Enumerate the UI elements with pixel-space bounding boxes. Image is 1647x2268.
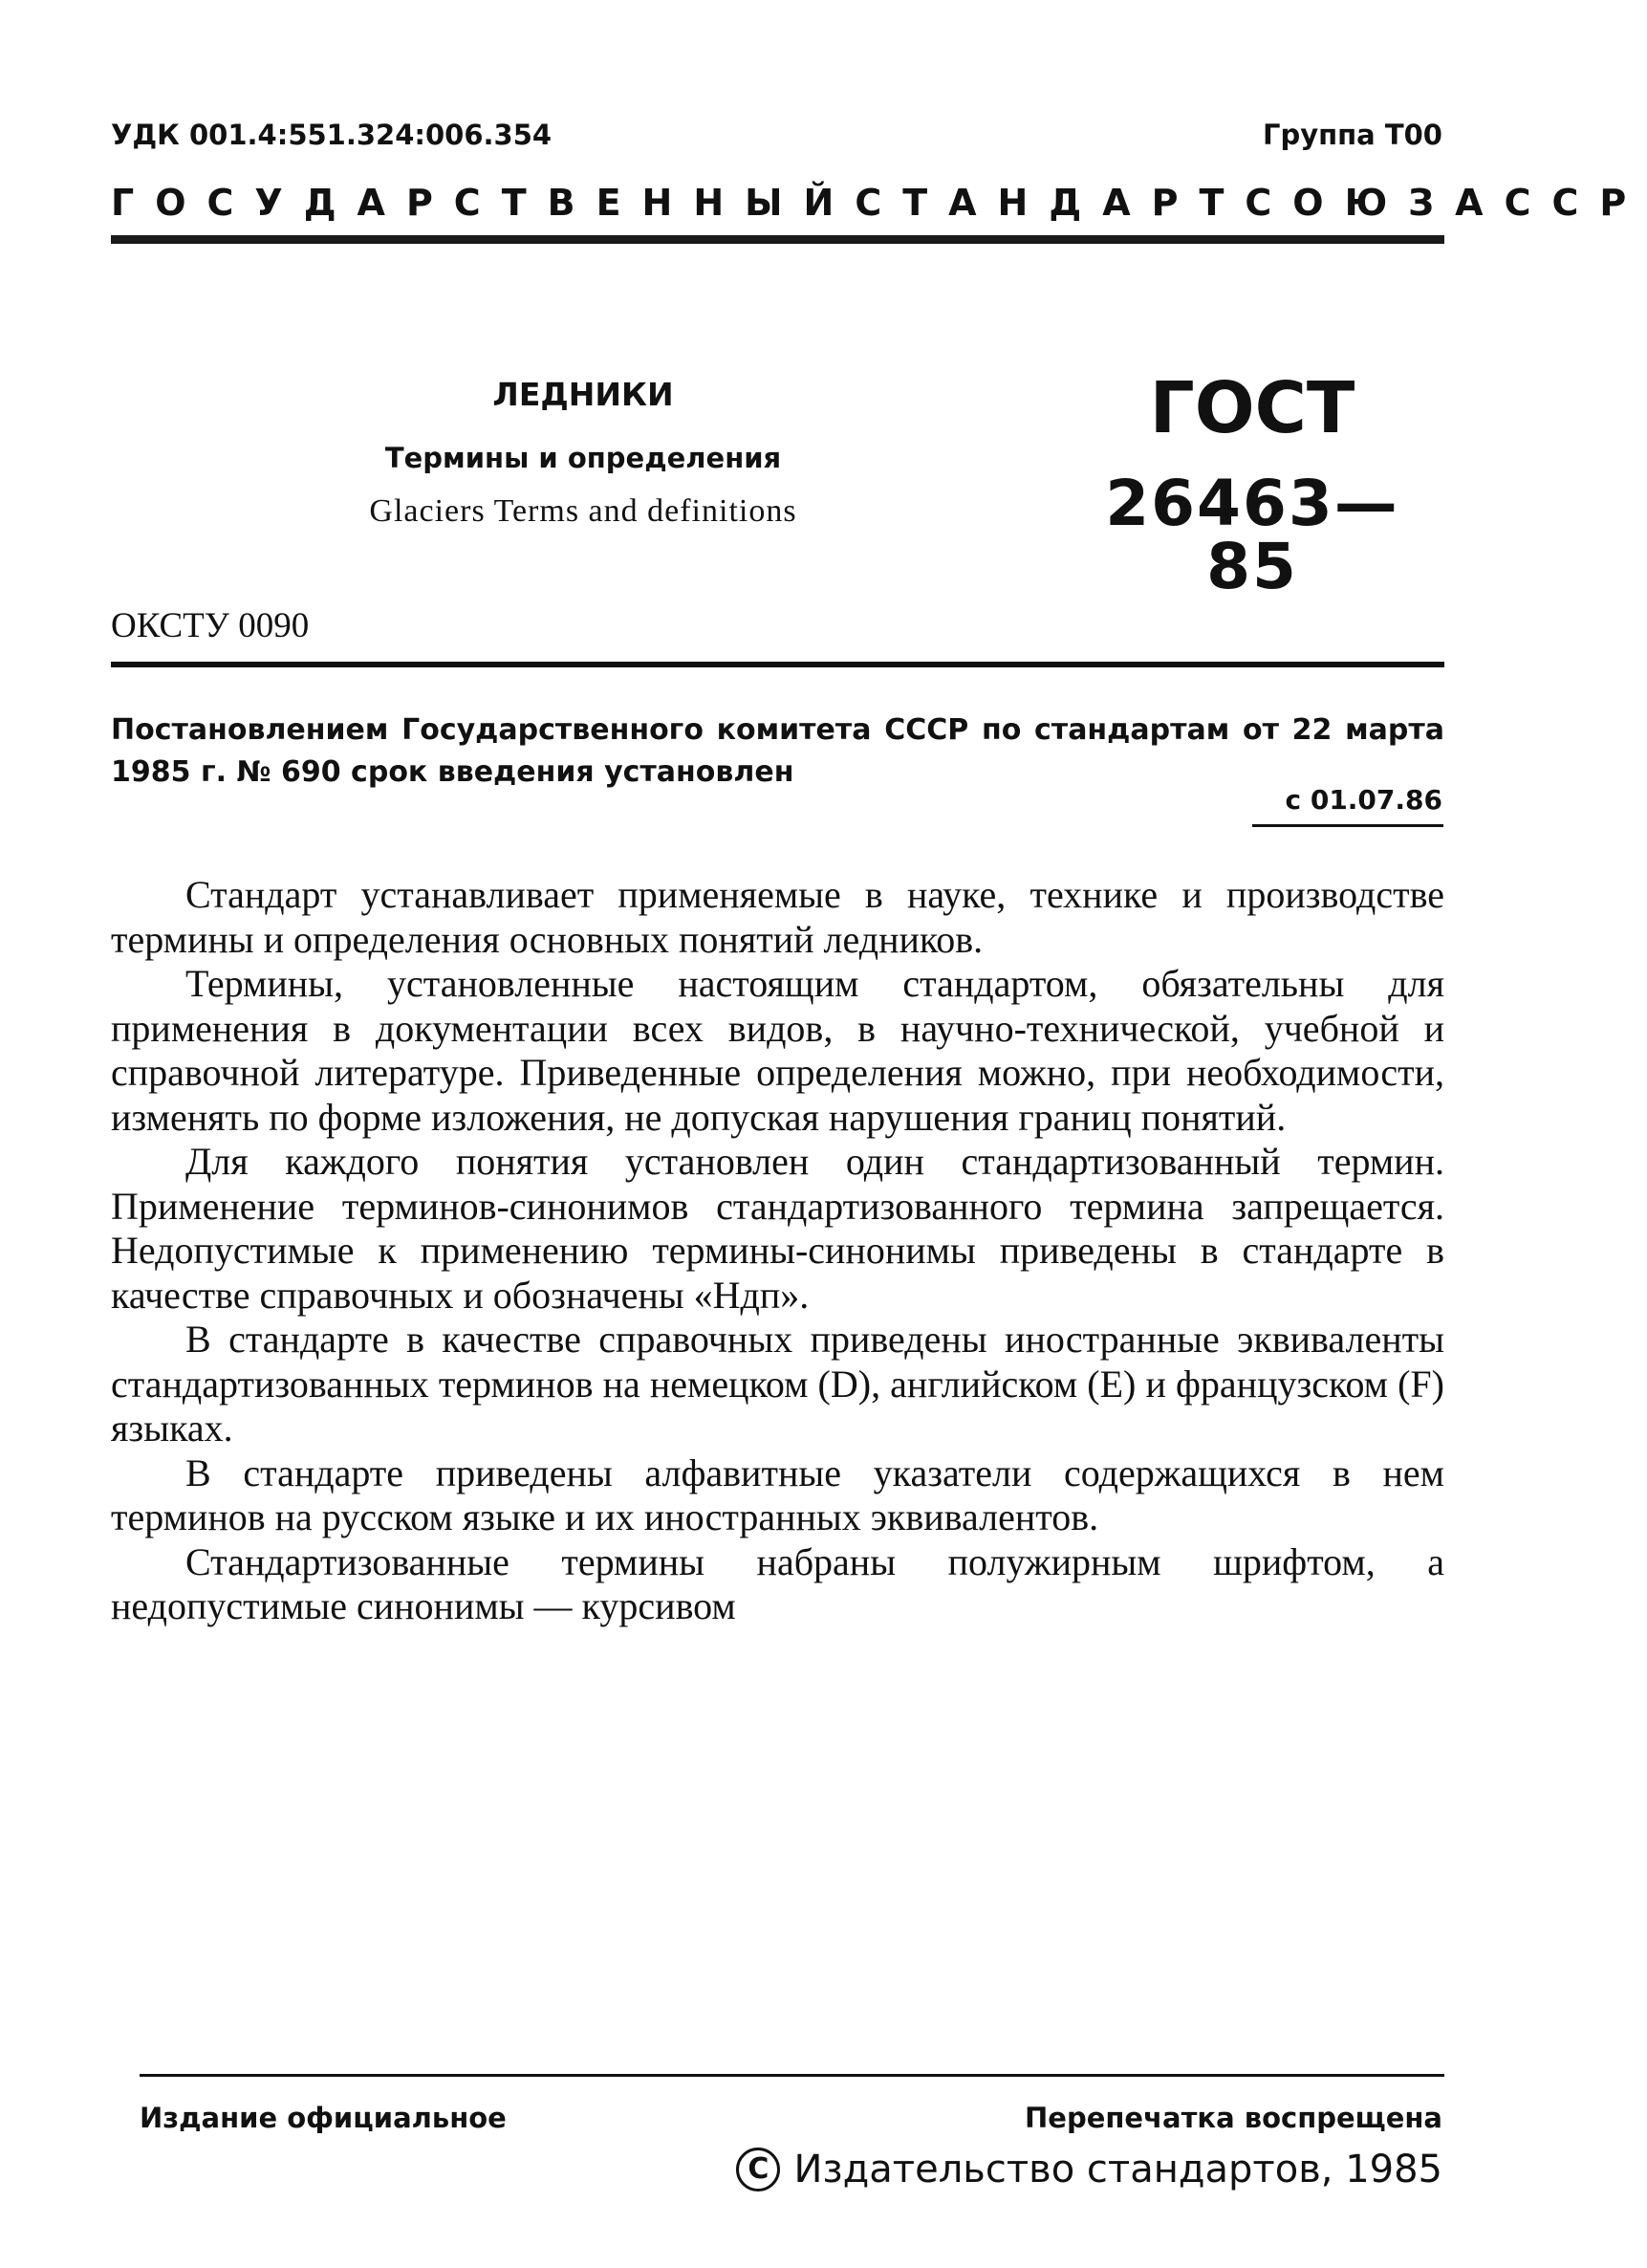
reprint-note: Перепечатка воспрещена [1025,2102,1442,2134]
decree-text: Постановлением Государственного комитета СССР по стандартам от 22 марта 1985 г. № 690 срок введения установлен [111,713,1444,789]
body-paragraph: Стандарт устанавливает применяемые в науке, технике и производстве термины и определения основных понятий ледников. [111,873,1444,961]
gost-number: 26463—85 [1105,467,1399,603]
okstu-code: ОКСТУ 0090 [111,606,310,645]
body-paragraph: В стандарте приведены алфавитные указатели содержащихся в нем терминов на русском языке и их иностранных эквивалентов. [111,1450,1444,1538]
document-subtitle: Термины и определения [384,442,782,474]
gost-block [1061,367,1443,603]
state-standard-word: СТАНДАРТ [855,182,1246,224]
state-standard-word: ГОСУДАРСТВЕННЫЙ [111,182,856,224]
middle-divider [111,662,1444,667]
body-paragraph: Для каждого понятия установлен один стандартизованный термин. Применение терминов-синонимов стандартизованного термина запрещается. Недопустимые к применению термины-синонимы приведены в стандарте в качестве справочных и обозначены «Ндп». [111,1140,1444,1317]
date-underline [1252,824,1443,827]
publisher-line [736,2148,1442,2192]
state-standard-word: ССР [1504,182,1647,224]
introduction-date: с 01.07.86 [1285,784,1442,816]
state-standard-word: СОЮЗА [1245,182,1505,224]
body-paragraph: Термины, установленные настоящим стандартом, обязательны для применения в документации всех видов, в научно-технической, учебной и справочной литературе. Приведенные определения можно, при необходимости, изменять по форме изложения, не допуская нарушения границ понятий. [111,962,1444,1139]
gost-label: ГОСТ [1149,367,1355,449]
document-title: ЛЕДНИКИ [492,376,674,413]
bottom-divider [140,2074,1444,2077]
body-paragraph: В стандарте в качестве справочных приведены иностранные эквиваленты стандартизованных терминов на немецком (D), английском (E) и французском (F) языках. [111,1318,1444,1450]
english-title: Glaciers Terms and definitions [369,493,797,529]
top-divider [111,235,1444,244]
state-standard-heading [111,182,1647,224]
edition-note: Издание официальное [140,2102,507,2134]
copyright-icon: C [736,2148,780,2192]
body-paragraph: Стандартизованные термины набраны полужирным шрифтом, а недопустимые синонимы — курсивом [111,1539,1444,1627]
title-block [249,376,918,530]
group-code: Группа Т00 [1262,119,1442,151]
publisher-text: Издательство стандартов, 1985 [793,2148,1442,2192]
udk-code: УДК 001.4:551.324:006.354 [111,119,553,151]
body-text [111,873,1444,1629]
